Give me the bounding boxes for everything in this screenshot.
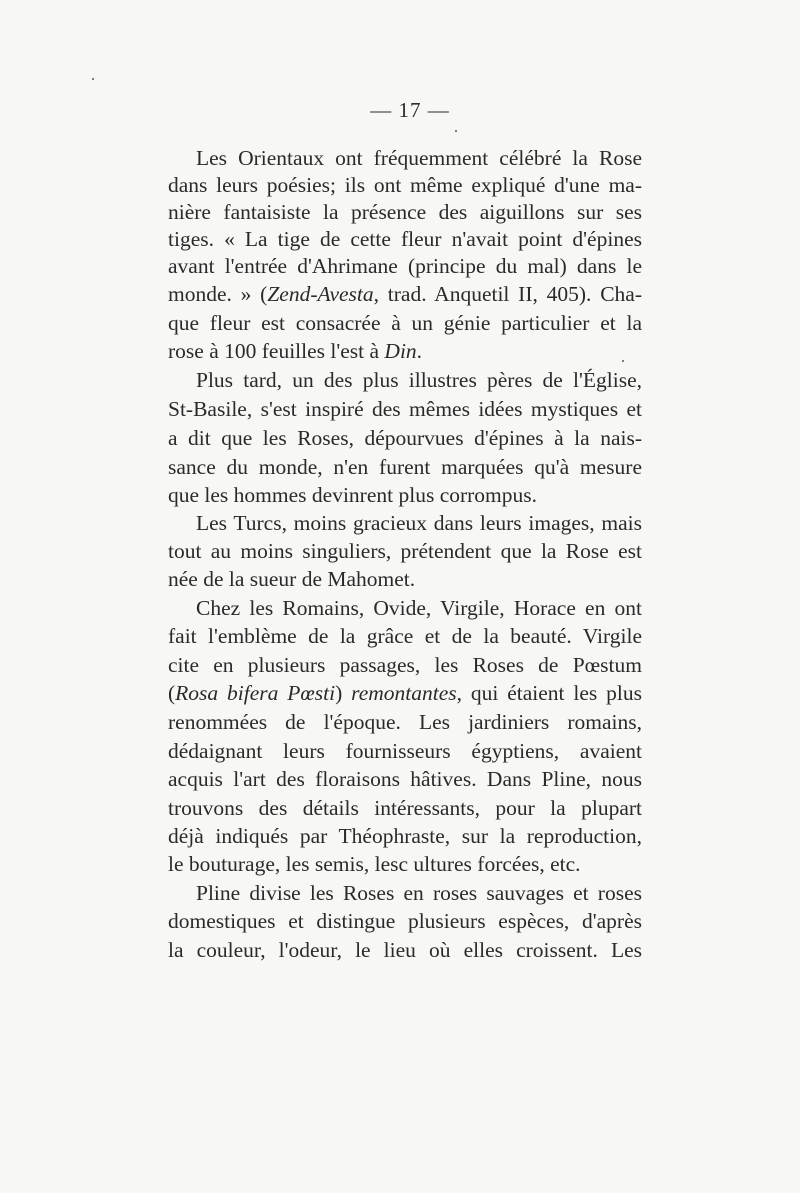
text-line: rose à 100 feuilles l'est à Din. [168, 339, 423, 363]
text-line: Les Turcs, moins gracieux dans leurs images, mais [196, 511, 642, 535]
text-line: la couleur, l'odeur, le lieu où elles croissent. Les [168, 938, 642, 962]
paper-speck [622, 360, 624, 362]
text-line: cite en plusieurs passages, les Roses de Pœstum [168, 653, 642, 677]
text-line: Chez les Romains, Ovide, Virgile, Horace en ont [196, 596, 642, 620]
text-line: St-Basile, s'est inspiré des mêmes idées mystiques et [168, 397, 642, 421]
text-line: dans leurs poésies; ils ont même expliqué d'une ma- [168, 173, 642, 197]
text-line: le bouturage, les semis, lesc ultures forcées, etc. [168, 852, 581, 876]
italic-name: Din [384, 339, 417, 363]
italic-species: Rosa bifera Pœsti [175, 681, 336, 705]
text-line: trouvons des détails intéressants, pour la plupart [168, 796, 642, 820]
text-line: tiges. « La tige de cette fleur n'avait point d'épines [168, 227, 642, 251]
paper-speck [92, 78, 94, 80]
text-line: que fleur est consacrée à un génie particulier et la [168, 311, 642, 335]
text-line: sance du monde, n'en furent marquées qu'à mesure [168, 455, 642, 479]
text-line: Pline divise les Roses en roses sauvages et roses [196, 881, 642, 905]
paper-speck [455, 130, 457, 132]
text-line: monde. » (Zend-Avesta, trad. Anquetil II, 405). Cha- [168, 282, 642, 306]
text-line: fait l'emblème de la grâce et de la beauté. Virgile [168, 624, 642, 648]
italic-title: Zend-Avesta [267, 282, 374, 306]
text-line: nière fantaisiste la présence des aiguillons sur ses [168, 200, 642, 224]
italic-term: remontantes [351, 681, 457, 705]
text-line: domestiques et distingue plusieurs espèces, d'après [168, 909, 642, 933]
text-line: renommées de l'époque. Les jardiniers romains, [168, 710, 642, 734]
page-number: — 17 — [370, 98, 450, 122]
text-line: dédaignant leurs fournisseurs égyptiens, avaient [168, 739, 642, 763]
text-line: a dit que les Roses, dépourvues d'épines à la nais- [168, 426, 642, 450]
text-line: Les Orientaux ont fréquemment célébré la Rose [196, 146, 642, 170]
text-line: déjà indiqués par Théophraste, sur la reproduction, [168, 824, 642, 848]
text-line: avant l'entrée d'Ahrimane (principe du mal) dans le [168, 254, 642, 278]
text-line: que les hommes devinrent plus corrompus. [168, 483, 538, 507]
text-line: (Rosa bifera Pœsti) remontantes, qui étaient les plus [168, 681, 642, 705]
text-line: née de la sueur de Mahomet. [168, 567, 416, 591]
text-line: acquis l'art des floraisons hâtives. Dans Pline, nous [168, 767, 642, 791]
text-line: tout au moins singuliers, prétendent que la Rose est [168, 539, 642, 563]
text-line: Plus tard, un des plus illustres pères de l'Église, [196, 368, 642, 392]
